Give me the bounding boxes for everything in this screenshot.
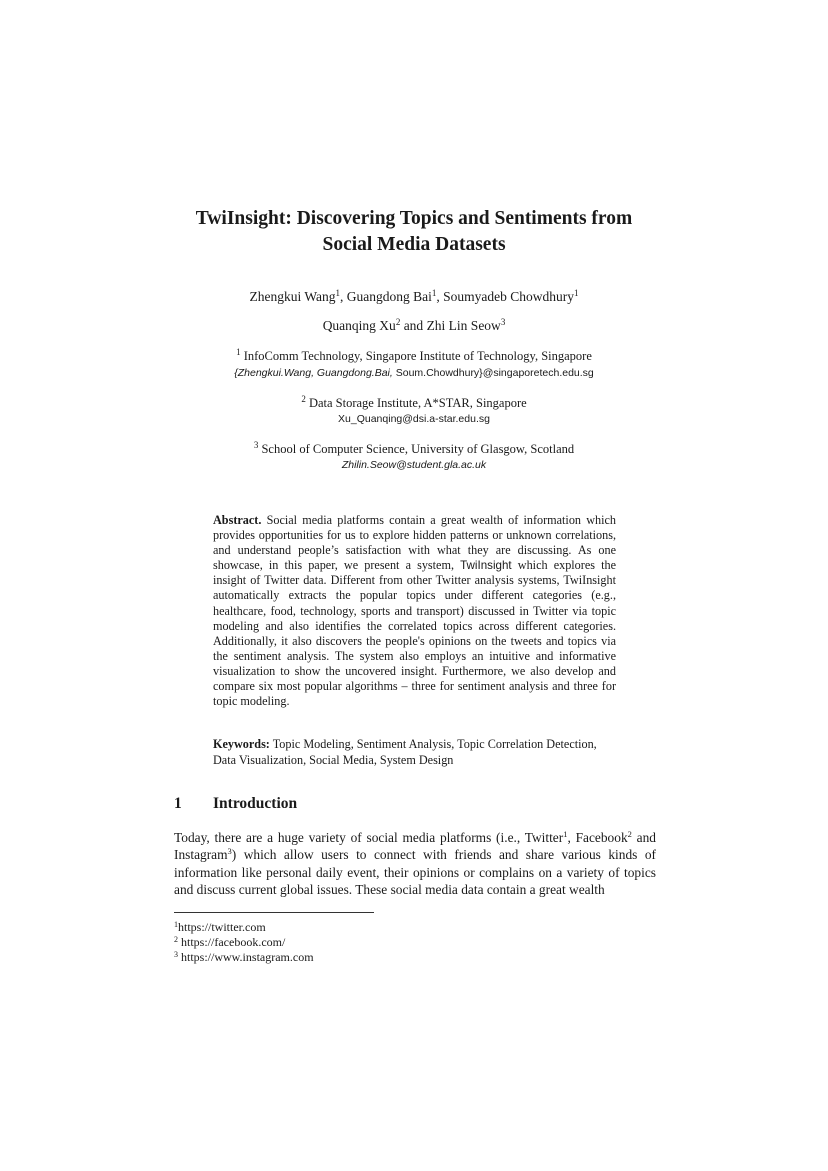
abstract-text: which explores the insight of Twitter data. Different from other Twitter analysis systems, TwiInsight automatically extracts the popular topics under different categories (e.g., healthcare, food, technology, sports and transport) discussed in Twitter via topic modeling and also identifies the correlated topics across different categories. Additionally, it also discovers the people's opinions on the tweets and topics via the sentiment analysis. The system also employs an intuitive and informative visualization to show the uncovered insight. Furthermore, we also develop and compare six most popular algorithms – three for sentiment analysis and three for topic modeling. <box>213 558 616 709</box>
affiliation-2 <box>0 396 828 411</box>
author-line-1 <box>0 289 828 305</box>
author-affiliation-mark: 3 <box>500 317 506 327</box>
footnote-item <box>174 950 314 965</box>
author-affiliation-mark: 1 <box>431 288 437 298</box>
author-name: Soumyadeb Chowdhury <box>443 289 575 304</box>
footnote-url[interactable]: https://facebook.com/ <box>181 935 286 949</box>
affiliation-mark: 3 <box>253 440 259 450</box>
footnote-number: 3 <box>174 950 178 959</box>
paragraph-text: and Instagram <box>174 830 656 863</box>
intro-paragraph <box>174 829 656 899</box>
affiliation-1 <box>0 349 828 364</box>
author-separator: , <box>340 289 347 304</box>
author-affiliation-mark: 2 <box>395 317 401 327</box>
footnote-mark: 2 <box>627 829 632 839</box>
abstract-label: Abstract. <box>213 513 262 527</box>
affiliation-1-email <box>0 367 828 380</box>
paper-title <box>0 206 828 258</box>
author-name: Zhengkui Wang <box>249 289 336 304</box>
keywords-text: Topic Modeling, Sentiment Analysis, Topic Correlation Detection, Data Visualization, Social Media, System Design <box>213 737 597 767</box>
footnote-url[interactable]: https://www.instagram.com <box>181 950 314 964</box>
email-italic-part: {Zhengkui.Wang, Guangdong.Bai, <box>234 367 393 379</box>
paragraph-text: , Facebook <box>567 830 628 845</box>
footnote-number: 1 <box>174 920 178 929</box>
affiliation-3 <box>0 442 828 457</box>
paragraph-text: ) which allow users to connect with friends and share various kinds of information like personal daily event, their opinions or complains on a variety of topics and discuss current global issues. These social media data contain a great wealth <box>174 847 656 898</box>
affiliation-2-email <box>0 413 828 426</box>
affiliation-mark: 2 <box>301 394 306 404</box>
abstract-text: Social media platforms contain a great wealth of information which provides opportunities for us to explore hidden patterns or unknown correlations, and understand people’s satisfaction with what they are discussing. As one showcase, in this paper, we present a system, <box>213 513 616 573</box>
title-line-1: TwiInsight: Discovering Topics and Sentiments from <box>195 208 633 229</box>
paragraph-text: Today, there are a huge variety of social media platforms (i.e., Twitter <box>174 830 564 845</box>
author-name: Zhi Lin Seow <box>426 318 501 333</box>
affiliation-mark: 1 <box>236 347 241 357</box>
author-name: Quanqing Xu <box>322 318 396 333</box>
footnote-item <box>174 920 314 935</box>
section-title: Introduction <box>213 795 298 812</box>
email-italic-part: Zhilin.Seow@student.gla.ac.uk <box>341 459 487 471</box>
author-separator: and <box>400 318 427 333</box>
footnote-divider <box>174 912 374 913</box>
footnote-mark: 3 <box>227 846 232 857</box>
system-name: TwiInsight <box>460 559 512 573</box>
author-name: Guangdong Bai <box>346 289 432 304</box>
footnote-number: 2 <box>174 935 178 944</box>
email-plain-part: Soum.Chowdhury}@singaporetech.edu.sg <box>392 367 594 379</box>
abstract <box>213 513 616 709</box>
author-affiliation-mark: 1 <box>574 288 579 298</box>
section-heading <box>174 794 297 814</box>
author-line-2 <box>0 318 828 334</box>
affiliation-name: InfoComm Technology, Singapore Institute of Technology, Singapore <box>243 349 592 363</box>
title-line-2: Social Media Datasets <box>322 234 506 255</box>
footnote-url[interactable]: https://twitter.com <box>178 920 266 934</box>
footnotes <box>174 920 314 965</box>
affiliation-name: School of Computer Science, University of Glasgow, Scotland <box>261 442 575 456</box>
keywords <box>213 737 616 768</box>
affiliation-name: Data Storage Institute, A*STAR, Singapore <box>308 396 527 410</box>
author-affiliation-mark: 1 <box>335 288 341 298</box>
keywords-label: Keywords: <box>213 737 270 751</box>
author-separator: , <box>436 289 444 304</box>
section-number: 1 <box>174 795 182 812</box>
footnote-mark: 1 <box>563 829 568 839</box>
affiliation-3-email <box>0 459 828 472</box>
email-plain-part: Xu_Quanqing@dsi.a-star.edu.sg <box>338 413 490 425</box>
footnote-item <box>174 935 314 950</box>
